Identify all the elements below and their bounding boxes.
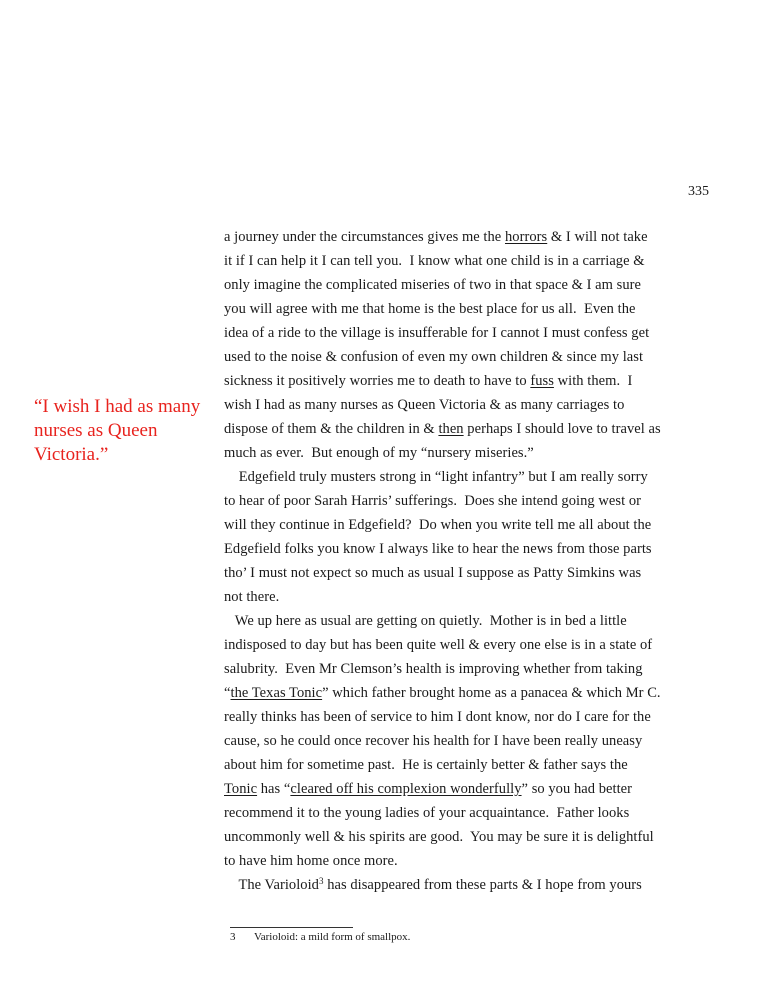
text-line: wish I had as many nurses as Queen Victoria & as many carriages to [224, 397, 625, 413]
text-line: The Varioloid$^3$ has disappeared from these parts & I hope from yours [224, 876, 642, 893]
text-line: sickness it positively worries me to death to have to fuss with them. I [224, 373, 633, 389]
text-line: We up here as usual are getting on quietly. Mother is in bed a little [224, 613, 627, 629]
underlined-text: horrors [504, 229, 548, 245]
underlined-text: fuss [530, 373, 554, 389]
text-line: uncommonly well & his spirits are good. You may be sure it is delightful [224, 829, 654, 845]
text-line: indisposed to day but has been quite well & every one else is in a state of [224, 637, 653, 653]
text-line: tho’ I must not expect so much as usual I suppose as Patty Simkins was [224, 565, 642, 581]
text-line: to have him home once more. [224, 853, 398, 869]
text-line: it if I can help it I can tell you. I know what one child is in a carriage & [224, 253, 645, 269]
underlined-text: then [438, 421, 464, 437]
text-line: idea of a ride to the village is insufferable for I cannot I must confess get [224, 325, 650, 341]
text-line: Tonic has “cleared off his complexion wonderfully” so you had better [224, 781, 633, 797]
text-line: recommend it to the young ladies of your acquaintance. Father looks [224, 805, 630, 821]
text-line: a journey under the circumstances gives me the horrors & I will not take [224, 229, 648, 245]
text-line: cause, so he could once recover his health for I have been really uneasy [224, 733, 643, 749]
letter-body [224, 225, 730, 897]
footnote [230, 931, 410, 943]
text-line: not there. [224, 589, 280, 605]
text-line: dispose of them & the children in & then perhaps I should love to travel as [224, 421, 661, 437]
page-number: 335 [688, 184, 709, 199]
text-line: to hear of poor Sarah Harris’ sufferings. Does she intend going west or [224, 493, 642, 509]
text-line: salubrity. Even Mr Clemson’s health is improving whether from taking [224, 661, 643, 677]
underlined-text: the Texas Tonic [230, 685, 323, 701]
underlined-text: cleared off his complexion wonderfully [290, 781, 522, 797]
text-line: will they continue in Edgefield? Do when you write tell me all about the [224, 517, 652, 533]
text-line: used to the noise & confusion of even my own children & since my last [224, 349, 644, 365]
text-line: about him for sometime past. He is certainly better & father says the [224, 757, 628, 773]
pull-quote: “I wish I had as many nurses as Queen Victoria.” [34, 396, 201, 465]
text-line: Edgefield truly musters strong in “light infantry” but I am really sorry [224, 469, 648, 485]
text-line: Edgefield folks you know I always like to hear the news from those parts [224, 541, 652, 557]
text-line: “the Texas Tonic” which father brought home as a panacea & which Mr C. [224, 685, 661, 701]
text-line: only imagine the complicated miseries of two in that space & I am sure [224, 277, 642, 293]
footnote-marker: 3 [318, 876, 324, 886]
footnote-rule [230, 927, 353, 928]
underlined-text: Tonic [224, 781, 258, 797]
text-line: much as ever. But enough of my “nursery miseries.” [224, 445, 534, 461]
text-line: really thinks has been of service to him I dont know, nor do I care for the [224, 709, 651, 725]
footnote-text: Varioloid: a mild form of smallpox. [254, 931, 411, 943]
footnote-number: 3 [230, 931, 236, 943]
text-line: you will agree with me that home is the best place for us all. Even the [224, 301, 636, 317]
